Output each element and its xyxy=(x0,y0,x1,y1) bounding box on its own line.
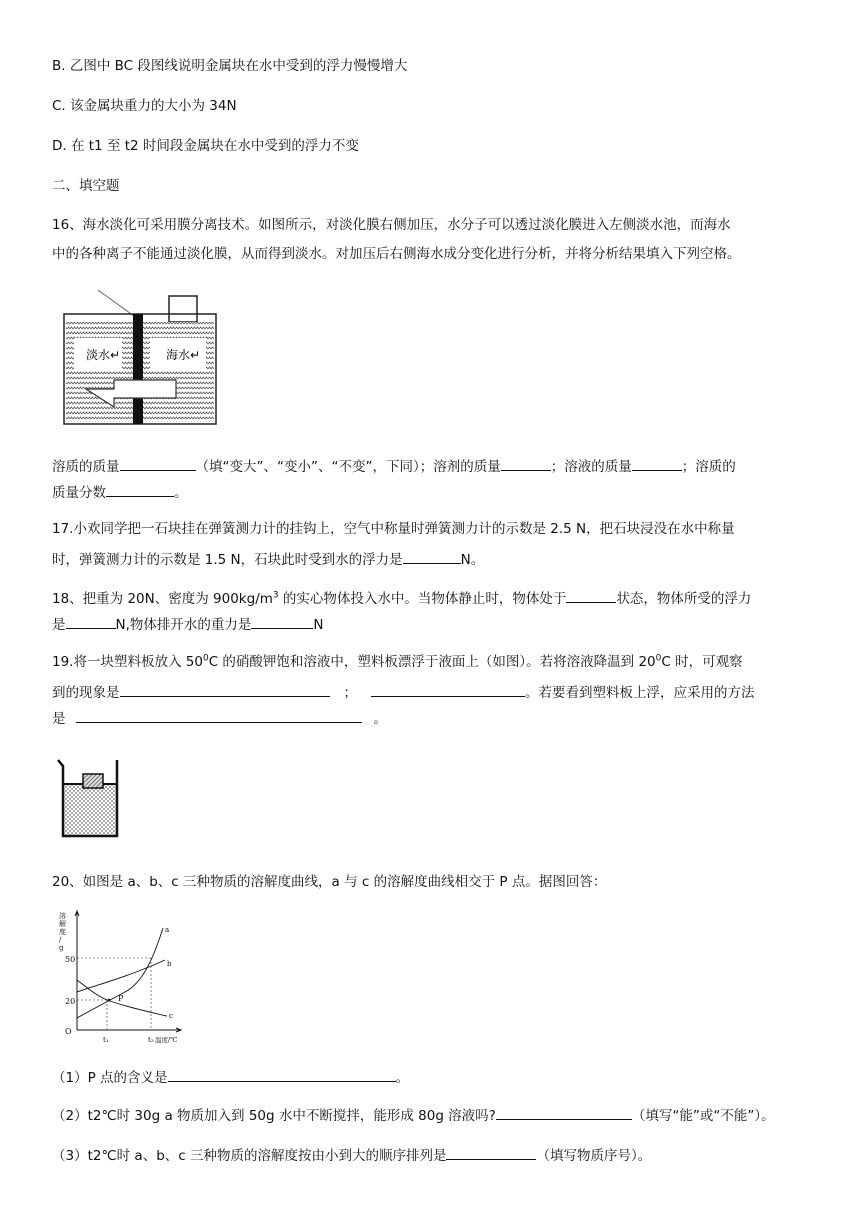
q19-line2: 到的现象是 ； 。若要看到塑料板上浮，应采用的方法 xyxy=(52,681,755,703)
blank-solute-mass[interactable] xyxy=(120,455,196,471)
option-d: D. 在 t1 至 t2 时间段金属块在水中受到的浮力不变 xyxy=(52,138,359,154)
q20-sub1: （1）P 点的含义是 。 xyxy=(52,1066,409,1088)
section-title: 二、填空题 xyxy=(52,178,120,194)
blank-p-meaning[interactable] xyxy=(168,1066,396,1082)
blank-solution-mass[interactable] xyxy=(632,455,682,471)
blank-phenomenon-2[interactable] xyxy=(371,681,525,697)
q19-line3: 是 。 xyxy=(52,707,387,729)
q17-line1: 17.小欢同学把一石块挂在弹簧测力计的挂钩上，空气中称量时弹簧测力计的示数是 2.5 N，把石块浸没在水中称量 xyxy=(52,521,735,537)
membrane-figure xyxy=(58,286,222,426)
q17-line2: 时，弹簧测力计的示数是 1.5 N，石块此时受到水的浮力是 N。 xyxy=(52,548,484,570)
blank-state[interactable] xyxy=(566,587,616,603)
point-p-label: P xyxy=(118,994,124,1003)
x-axis-label: 温度/℃ xyxy=(155,1036,178,1044)
blank-can-form[interactable] xyxy=(496,1104,632,1120)
q20-sub3: （3）t2℃时 a、b、c 三种物质的溶解度按由小到大的顺序排列是 （填写物质序号）。 xyxy=(52,1144,651,1166)
blank-phenomenon-1[interactable] xyxy=(120,681,330,697)
sea-water-label: 海水↵ xyxy=(166,348,201,362)
x-tick-t1: t₁ xyxy=(103,1036,109,1044)
blank-displaced-weight[interactable] xyxy=(251,613,313,629)
option-c: C. 该金属块重力的大小为 34N xyxy=(52,98,237,114)
option-b: B. 乙图中 BC 段图线说明金属块在水中受到的浮力慢慢增大 xyxy=(52,58,408,74)
q19-line1: 19.将一块塑料板放入 $50^0C$ 的硝酸钾饱和溶液中，塑料板漂浮于液面上（如图）。若将溶液降温到 $20^0C$ 时，可观察 xyxy=(52,653,743,670)
fresh-water-label: 淡水↵ xyxy=(86,348,121,362)
q16-line1: 16、海水淡化可采用膜分离技术。如图所示，对淡化膜右侧加压，水分子可以透过淡化膜进入左侧淡水池，而海水 xyxy=(52,217,731,233)
q20-sub2: （2）t2℃时 30g a 物质加入到 50g 水中不断搅拌，能形成 80g 溶液吗? （填写“能”或“不能”）。 xyxy=(52,1104,775,1126)
series-c-label: c xyxy=(169,1012,173,1020)
blank-buoyant-force[interactable] xyxy=(66,613,116,629)
blank-method[interactable] xyxy=(76,707,362,723)
q16-answer-line1: 溶质的质量 （填“变大”、“变小”、“不变”，下同）；溶剂的质量 ；溶液的质量 ；溶质的 xyxy=(52,455,736,477)
series-b-label: b xyxy=(167,960,172,968)
series-b-curve xyxy=(77,960,165,992)
point-p xyxy=(108,999,111,1002)
origin-label: O xyxy=(65,1027,72,1036)
solubility-chart xyxy=(55,908,185,1050)
blank-mass-fraction[interactable] xyxy=(106,481,174,497)
x-tick-t2: t₂ xyxy=(148,1036,154,1044)
q18-line1: 18、把重为 20N、密度为 $900kg/m^3$ 的实心物体投入水中。当物体静止时，物体处于 状态，物体所受的浮力 xyxy=(52,587,751,609)
y-tick-20: 20 xyxy=(65,997,76,1006)
y-tick-50: 50 xyxy=(65,955,76,964)
q16-line2: 中的各种离子不能通过淡化膜，从而得到淡水。对加压后右侧海水成分变化进行分析，并将分析结果填入下列空格。 xyxy=(52,246,741,262)
blank-solvent-mass[interactable] xyxy=(501,455,551,471)
blank-order[interactable] xyxy=(446,1144,536,1160)
series-a-label: a xyxy=(165,926,170,934)
q16-answer-line2: 质量分数 。 xyxy=(52,481,188,503)
blank-buoyancy[interactable] xyxy=(403,548,461,564)
beaker-figure xyxy=(55,756,125,840)
q18-line2: 是 N,物体排开水的重力是 N xyxy=(52,613,324,635)
y-axis-label: 溶解度/ g xyxy=(59,912,66,952)
q20-stem: 20、如图是 a、b、c 三种物质的溶解度曲线，a 与 c 的溶解度曲线相交于 P 点。据图回答： xyxy=(52,874,607,890)
